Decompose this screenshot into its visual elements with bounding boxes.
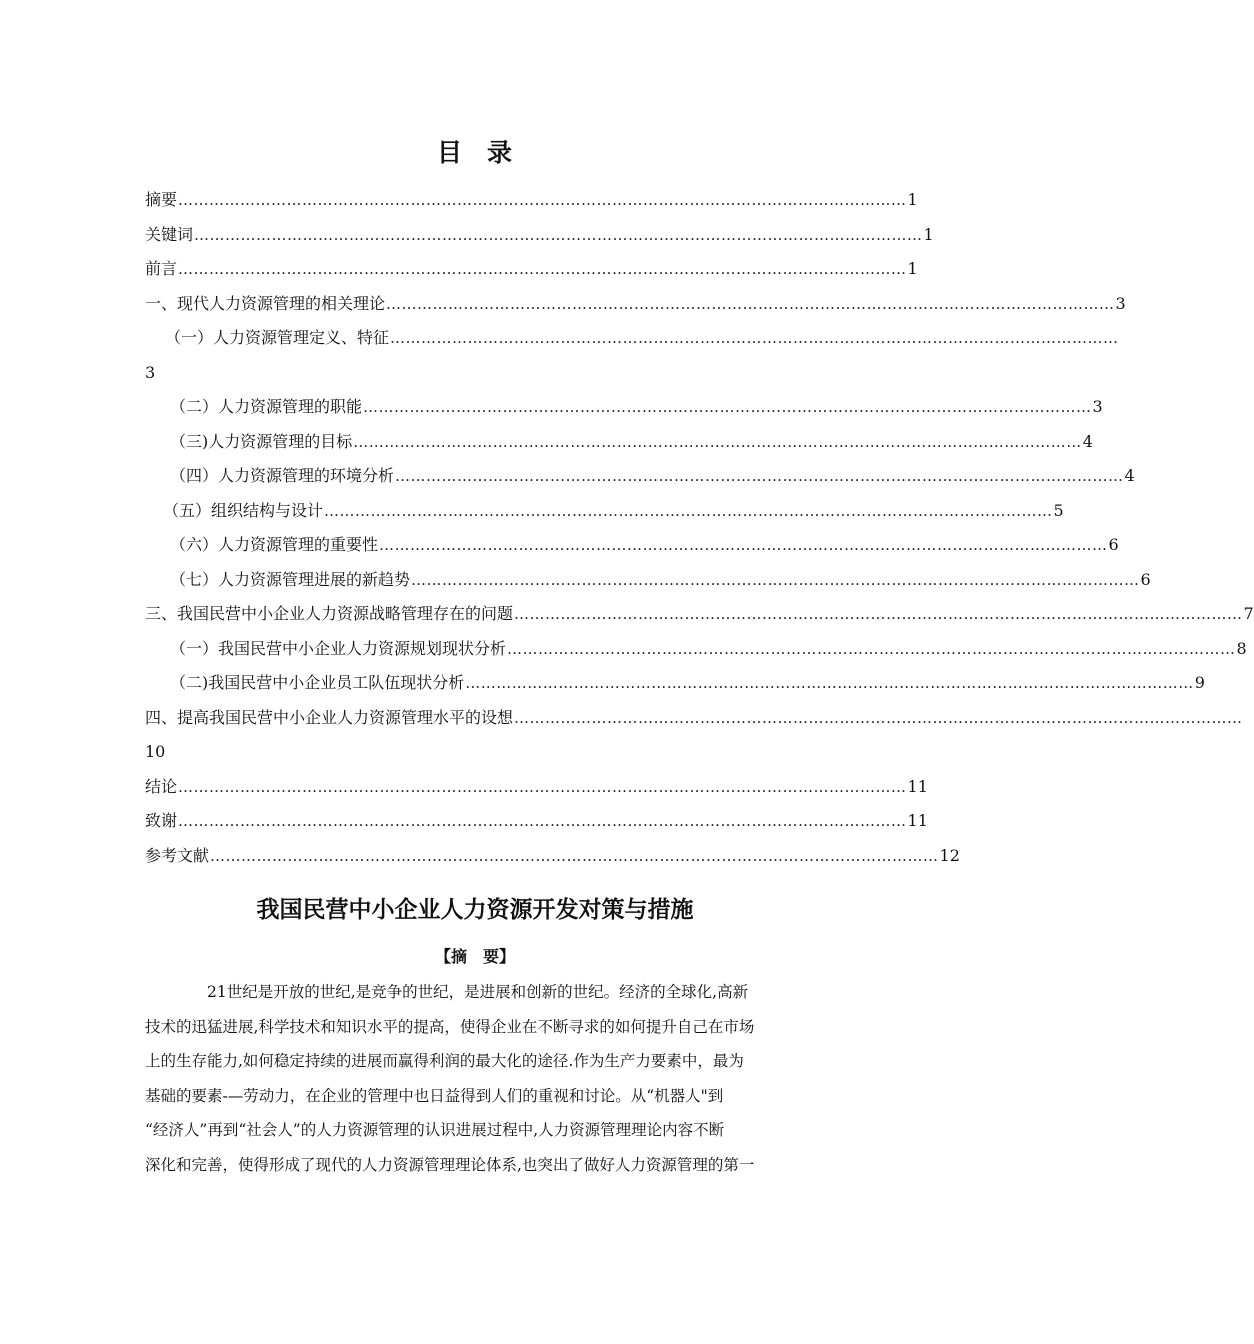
toc-entry[interactable]: [145, 218, 934, 253]
toc-entry-page: 6: [1140, 569, 1151, 589]
toc-entry-page: 11: [907, 776, 928, 796]
toc-entry[interactable]: [145, 287, 1126, 322]
toc-entry-label: （一）人力资源管理定义、特征: [165, 321, 390, 356]
toc-entry-page: 7: [1243, 604, 1254, 623]
toc-leader-dots: ……………………………………………………………………………………………………………………………: [194, 225, 923, 244]
toc-entry-label: 关键词: [145, 218, 194, 253]
toc-entry[interactable]: [145, 597, 1254, 632]
toc-entry-page: 3: [1092, 397, 1103, 416]
toc-leader-dots: ……………………………………………………………………………………………………………………………: [353, 432, 1082, 451]
toc-leader-dots: ……………………………………………………………………………………………………………………………: [379, 536, 1108, 554]
toc-leader-dots: ……………………………………………………………………………………………………………………………: [390, 329, 1119, 347]
toc-entry[interactable]: [145, 770, 928, 805]
toc-entry-page: 5: [1053, 500, 1064, 520]
toc-leader-dots: ……………………………………………………………………………………………………………………………: [178, 812, 907, 830]
toc-entry[interactable]: [145, 425, 1093, 460]
toc-entry[interactable]: [145, 563, 1151, 598]
toc-entry-page: 9: [1194, 673, 1205, 692]
toc-entry-page: 4: [1082, 431, 1093, 451]
toc-entry-label: （三)人力资源管理的目标: [170, 425, 353, 460]
toc-entry-page: 12: [939, 845, 960, 865]
toc-entry[interactable]: [145, 459, 1135, 494]
toc-entry-label: 参考文献: [145, 839, 210, 874]
abstract-heading: 【摘 要】: [434, 947, 515, 966]
toc-entry[interactable]: [145, 494, 1064, 529]
toc-entry-page-wrapped: 10: [145, 742, 166, 761]
toc-entry[interactable]: [145, 390, 1103, 425]
toc-entry-page: 1: [907, 190, 918, 209]
abstract-body: [145, 975, 807, 1182]
toc-entry-label: （一）我国民营中小企业人力资源规划现状分析: [170, 632, 507, 667]
toc-leader-dots: ……………………………………………………………………………………………………………………………: [507, 639, 1236, 658]
toc-entry-label: （七）人力资源管理进展的新趋势: [170, 563, 411, 598]
toc-entry-label: 结论: [145, 770, 178, 805]
document-title: 我国民营中小企业人力资源开发对策与措施: [256, 897, 694, 923]
toc-leader-dots: ……………………………………………………………………………………………………………………………: [395, 467, 1124, 485]
abstract-line: 基础的要素-—劳动力，在企业的管理中也日益得到人们的重视和讨论。从“机器人"到: [145, 1086, 724, 1105]
toc-leader-dots: ……………………………………………………………………………………………………………………………: [178, 777, 907, 796]
toc-title-char-1: 目: [436, 138, 463, 167]
toc-entry[interactable]: [145, 666, 1205, 701]
toc-leader-dots: ……………………………………………………………………………………………………………………………: [178, 260, 907, 278]
toc-entry-label: （六）人力资源管理的重要性: [170, 528, 379, 563]
toc-entry-label: 一、现代人力资源管理的相关理论: [145, 287, 386, 322]
toc-leader-dots: ……………………………………………………………………………………………………………………………: [178, 191, 907, 209]
toc-entry-label: 致谢: [145, 804, 178, 839]
toc-entry-label: 摘要: [145, 183, 178, 218]
toc-leader-dots: ……………………………………………………………………………………………………………………………: [363, 398, 1092, 416]
toc-entry-label: 前言: [145, 252, 178, 287]
abstract-line: 上的生存能力,如何稳定持续的进展而赢得利润的最大化的途径.作为生产力要素中，最为: [145, 1052, 744, 1070]
toc-entry[interactable]: [145, 321, 1119, 356]
toc-entry-label: （四）人力资源管理的环境分析: [170, 459, 395, 494]
toc-entry-label: （五）组织结构与设计: [163, 494, 324, 529]
toc-leader-dots: ……………………………………………………………………………………………………………………………: [411, 570, 1140, 589]
abstract-line: “经济人”再到“社会人”的人力资源管理的认识进展过程中,人力资源管理理论内容不断: [145, 1121, 725, 1139]
toc-entry[interactable]: [145, 632, 1247, 667]
toc-leader-dots: ……………………………………………………………………………………………………………………………: [210, 846, 939, 865]
abstract-line: 技术的迅猛进展,科学技术和知识水平的提高，使得企业在不断寻求的如何提升自己在市场: [145, 1017, 755, 1036]
toc-leader-dots: ……………………………………………………………………………………………………………………………: [386, 294, 1115, 313]
toc-entry[interactable]: [145, 701, 1243, 736]
toc-entry[interactable]: [145, 183, 918, 218]
toc-entry-label: （二)我国民营中小企业员工队伍现状分析: [170, 666, 465, 701]
toc-entry-page: 3: [1115, 293, 1126, 313]
toc-entry[interactable]: [145, 839, 960, 874]
toc-leader-dots: ……………………………………………………………………………………………………………………………: [514, 605, 1243, 623]
toc-leader-dots: ……………………………………………………………………………………………………………………………: [465, 674, 1194, 692]
abstract-line: 21世纪是开放的世纪,是竞争的世纪，是进展和创新的世纪。经济的全球化,高新: [145, 983, 749, 1001]
table-of-contents: [145, 183, 1254, 873]
toc-title-char-2: 录: [487, 138, 514, 167]
toc-entry[interactable]: [145, 252, 918, 287]
toc-leader-dots: ……………………………………………………………………………………………………………………………: [514, 708, 1243, 727]
toc-entry-label: 四、提高我国民营中小企业人力资源管理水平的设想: [145, 701, 514, 736]
abstract-line: 深化和完善，使得形成了现代的人力资源管理理论体系,也突出了做好人力资源管理的第一: [145, 1155, 755, 1174]
toc-entry-label: （二）人力资源管理的职能: [170, 390, 363, 425]
toc-entry-label: 三、我国民营中小企业人力资源战略管理存在的问题: [145, 597, 514, 632]
toc-entry-page: 1: [923, 224, 934, 244]
toc-entry-page-wrapped: 3: [145, 362, 156, 382]
toc-title: [0, 133, 950, 169]
toc-entry-page: 6: [1108, 535, 1119, 554]
toc-entry-page: 11: [907, 811, 928, 830]
toc-entry-page: 1: [907, 259, 918, 278]
toc-entry-page: 4: [1124, 466, 1135, 485]
toc-leader-dots: ……………………………………………………………………………………………………………………………: [324, 501, 1053, 520]
toc-entry-page: 8: [1236, 638, 1247, 658]
toc-entry[interactable]: [145, 528, 1119, 563]
toc-entry[interactable]: [145, 804, 928, 839]
